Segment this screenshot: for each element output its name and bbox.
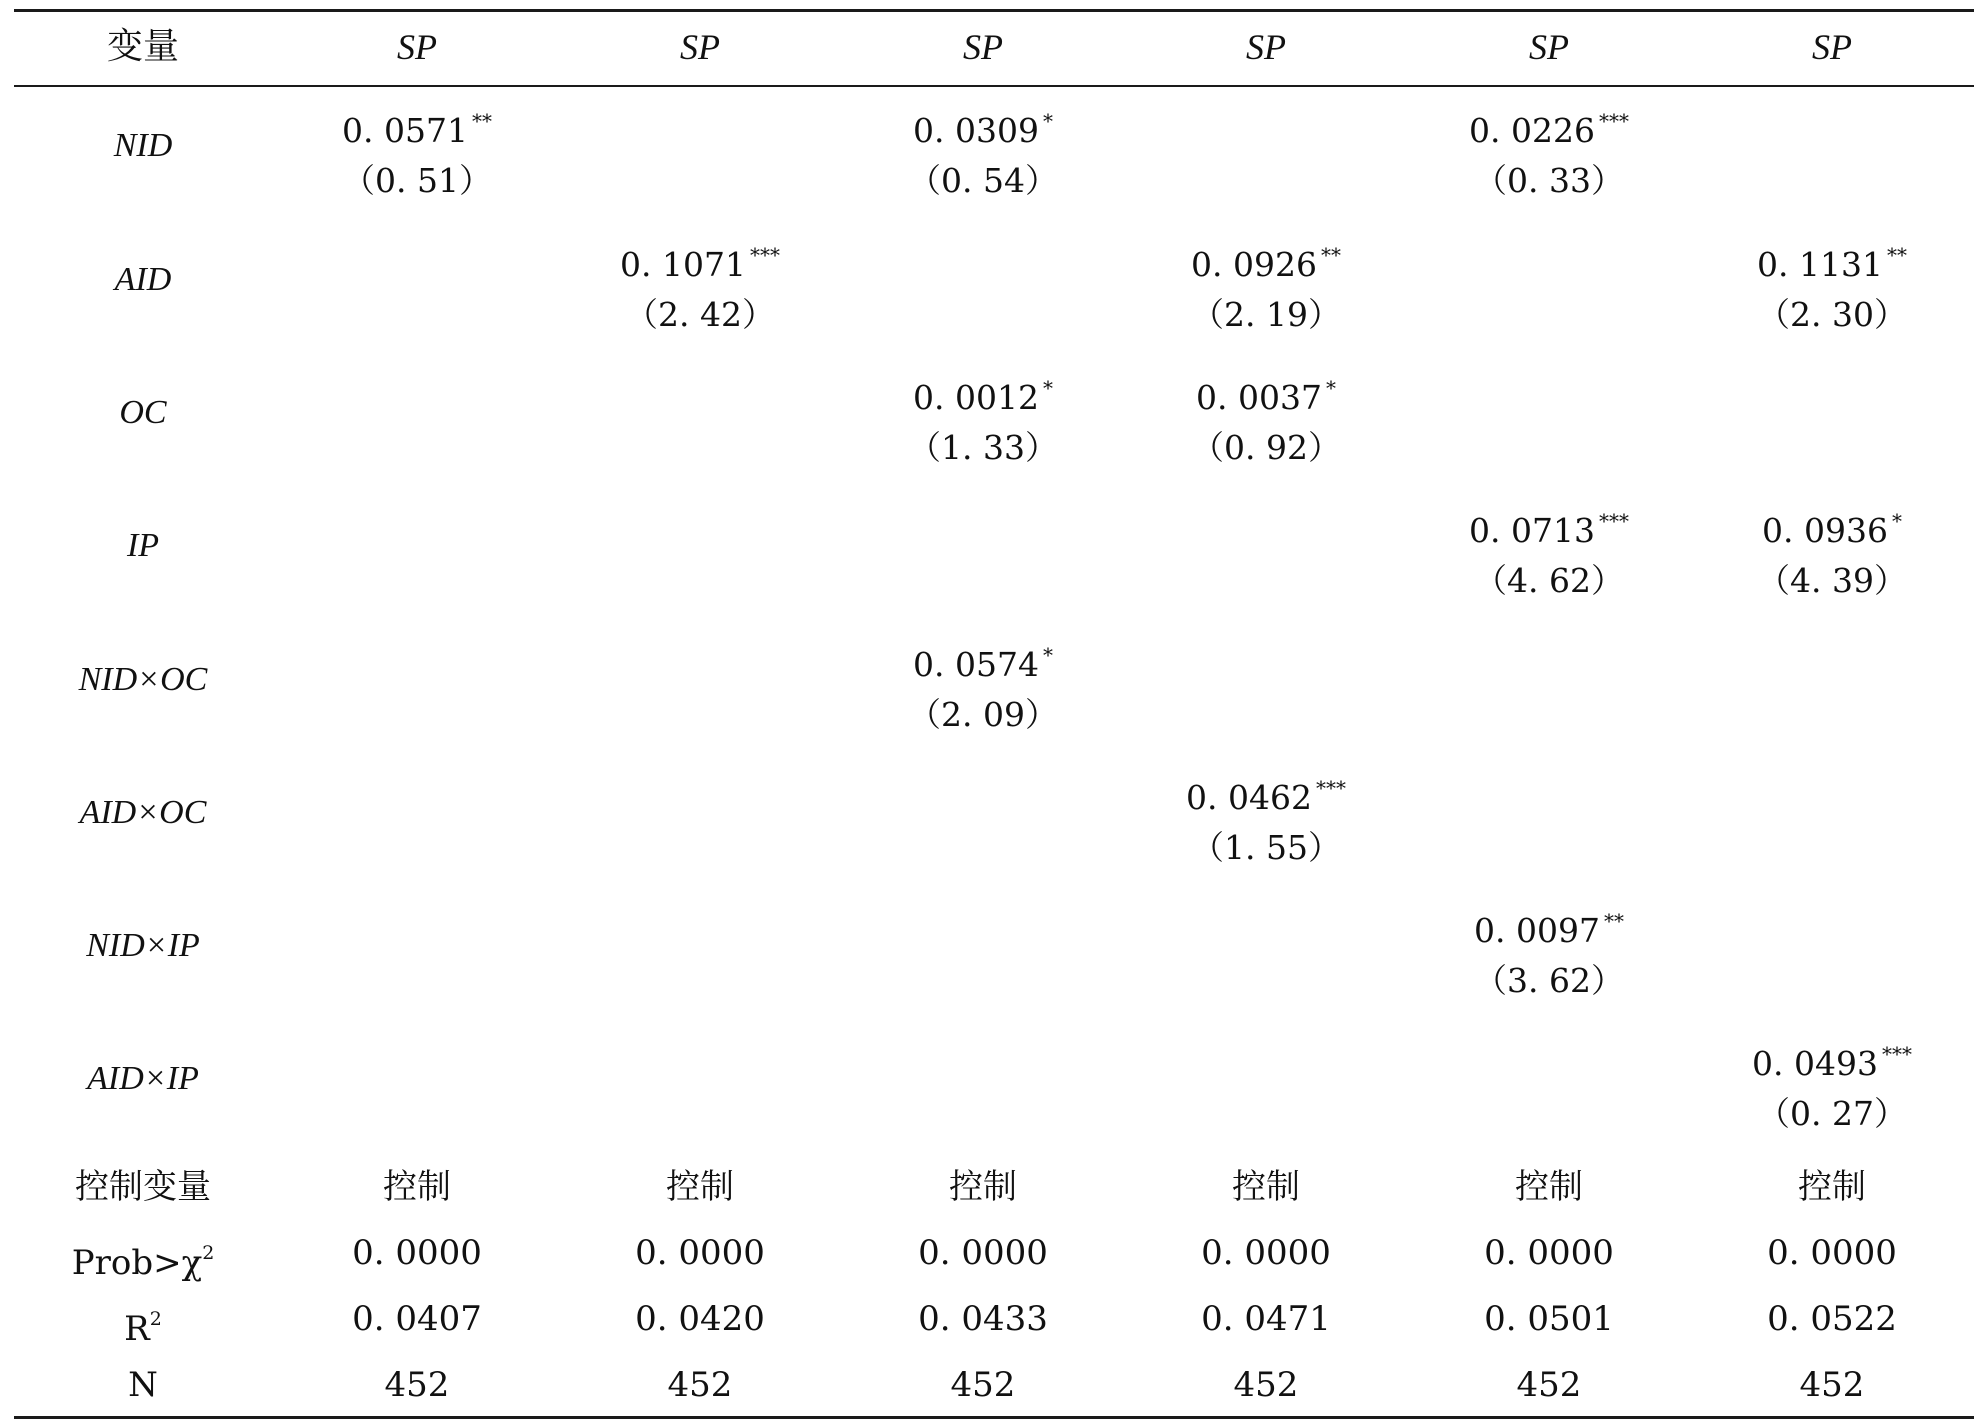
prob-value-6: [1702, 1228, 1962, 1278]
coefficient-value: 0. 0493: [1752, 1044, 1878, 1083]
header-column-text: SP: [1246, 27, 1286, 67]
coefficient-value: 0. 0012: [913, 378, 1039, 417]
coefficient-value: 0. 1071: [620, 245, 746, 284]
row-label-6: [13, 921, 273, 971]
coef-cell-1-1: [570, 230, 830, 340]
t-statistic: （4. 39）: [1757, 561, 1907, 600]
coefficient-line: [853, 630, 1113, 690]
t-statistic: （3. 62）: [1474, 961, 1624, 1000]
coefficient-value: 0. 0226: [1469, 111, 1595, 150]
coefficient-line: [853, 363, 1113, 423]
significance-marker: [1326, 376, 1336, 400]
significance-stars: *: [1325, 376, 1336, 400]
r2-value-5: [1419, 1294, 1679, 1344]
coefficient-line: [1702, 496, 1962, 556]
coefficient-value: 0. 0713: [1469, 511, 1595, 550]
coef-cell-3-4: [1419, 496, 1679, 606]
header-column-text: SP: [1812, 27, 1852, 67]
coefficient-line: [1419, 496, 1679, 556]
header-column-6: [1702, 22, 1962, 72]
controls-value-2: [570, 1162, 830, 1212]
controls-value-3: [853, 1162, 1113, 1212]
row-label-3: [13, 521, 273, 571]
prob-label: [72, 1243, 215, 1283]
row-label-text: AID×IP: [87, 1060, 199, 1097]
n-value-3: [853, 1360, 1113, 1410]
row-label-2: [13, 388, 273, 438]
coefficient-line: [1702, 1029, 1962, 1089]
coefficient-value: 0. 0309: [913, 111, 1039, 150]
coefficient-line: [1136, 230, 1396, 290]
prob-value-1: [287, 1228, 547, 1278]
coefficient-value: 0. 0936: [1762, 511, 1888, 550]
r2-value-text: 0. 0471: [1201, 1299, 1331, 1339]
coef-cell-0-2: [853, 96, 1113, 206]
coef-cell-2-2: [853, 363, 1113, 473]
r2-label: [124, 1309, 162, 1349]
significance-stars: **: [1603, 909, 1624, 933]
significance-stars: ***: [1881, 1042, 1912, 1066]
prob-value-text: 0. 0000: [635, 1233, 765, 1273]
row-label-0: [13, 121, 273, 171]
t-statistic: （0. 51）: [342, 161, 492, 200]
row-label-text: AID: [114, 261, 172, 298]
coefficient-line: [1136, 363, 1396, 423]
r2-value-3: [853, 1294, 1113, 1344]
significance-stars: **: [1886, 243, 1907, 267]
row-label-text: IP: [126, 527, 160, 564]
coefficient-line: [853, 96, 1113, 156]
coefficient-value: 0. 0926: [1191, 245, 1317, 284]
n-value-text: 452: [384, 1365, 450, 1405]
coefficient-value: 0. 1131: [1757, 245, 1883, 284]
coefficient-line: [1419, 96, 1679, 156]
coefficient-value: 0. 0097: [1474, 911, 1600, 950]
header-rule: [14, 85, 1974, 87]
header-column-text: SP: [397, 27, 437, 67]
significance-stars: ***: [1315, 776, 1346, 800]
row-label-1: [13, 255, 273, 305]
coefficient-value: 0. 0574: [913, 645, 1039, 684]
t-statistic: （0. 92）: [1191, 428, 1341, 467]
t-statistic: （0. 27）: [1757, 1094, 1907, 1133]
significance-stars: *: [1042, 643, 1053, 667]
coefficient-value: 0. 0571: [342, 111, 468, 150]
significance-marker: [1043, 109, 1053, 133]
top-rule: [14, 9, 1974, 12]
r2-value-1: [287, 1294, 547, 1344]
n-value-1: [287, 1360, 547, 1410]
significance-marker: [1882, 1042, 1912, 1066]
coef-cell-3-5: [1702, 496, 1962, 606]
coefficient-line: [1136, 763, 1396, 823]
r2-label-exponent: [150, 1308, 162, 1330]
significance-marker: [472, 109, 492, 133]
t-statistic: （4. 62）: [1474, 561, 1624, 600]
row-label-7: [13, 1054, 273, 1104]
coef-cell-1-3: [1136, 230, 1396, 340]
coef-cell-1-5: [1702, 230, 1962, 340]
n-value-6: [1702, 1360, 1962, 1410]
significance-stars: **: [1320, 243, 1341, 267]
row-label-4: [13, 655, 273, 705]
row-label-text: NID: [113, 127, 173, 164]
header-column-4: [1136, 22, 1396, 72]
r2-row-label: [13, 1294, 273, 1354]
controls-value-4: [1136, 1162, 1396, 1212]
significance-stars: *: [1042, 376, 1053, 400]
coef-cell-4-2: [853, 630, 1113, 740]
significance-marker: [1316, 776, 1346, 800]
controls-value-text: 控制: [666, 1167, 734, 1207]
significance-marker: [1599, 109, 1629, 133]
prob-label-base: Prob>χ: [71, 1243, 203, 1283]
prob-row-label: [13, 1228, 273, 1288]
significance-stars: ***: [1598, 509, 1629, 533]
coef-cell-6-4: [1419, 896, 1679, 1006]
row-label-text: NID×IP: [86, 927, 200, 964]
row-label-text: OC: [119, 394, 167, 431]
coef-cell-2-3: [1136, 363, 1396, 473]
header-variable-text: 变量: [106, 26, 179, 67]
controls-value-text: 控制: [949, 1167, 1017, 1207]
coefficient-value: 0. 0462: [1186, 778, 1312, 817]
significance-stars: ***: [749, 243, 780, 267]
significance-marker: [1043, 376, 1053, 400]
controls-row-label: [13, 1162, 273, 1212]
row-label-5: [13, 788, 273, 838]
n-value-text: 452: [1516, 1365, 1582, 1405]
r2-exponent-text: 2: [149, 1308, 162, 1330]
t-statistic: （2. 42）: [625, 295, 775, 334]
n-value-text: 452: [950, 1365, 1016, 1405]
significance-marker: [750, 243, 780, 267]
t-statistic: （2. 30）: [1757, 295, 1907, 334]
header-column-text: SP: [1529, 27, 1569, 67]
significance-stars: **: [471, 109, 492, 133]
coef-cell-5-3: [1136, 763, 1396, 873]
controls-value-text: 控制: [1798, 1167, 1866, 1207]
prob-value-text: 0. 0000: [1484, 1233, 1614, 1273]
significance-marker: [1043, 643, 1053, 667]
significance-marker: [1321, 243, 1341, 267]
controls-value-6: [1702, 1162, 1962, 1212]
significance-marker: [1604, 909, 1624, 933]
coefficient-line: [570, 230, 830, 290]
n-value-4: [1136, 1360, 1396, 1410]
n-value-text: 452: [667, 1365, 733, 1405]
n-value-text: 452: [1799, 1365, 1865, 1405]
header-column-text: SP: [680, 27, 720, 67]
t-statistic: （2. 19）: [1191, 295, 1341, 334]
t-statistic: （1. 55）: [1191, 828, 1341, 867]
header-column-1: [287, 22, 547, 72]
n-label: N: [128, 1365, 158, 1405]
r2-value-text: 0. 0407: [352, 1299, 482, 1339]
controls-value-text: 控制: [1515, 1167, 1583, 1207]
header-column-3: [853, 22, 1113, 72]
prob-value-2: [570, 1228, 830, 1278]
prob-value-text: 0. 0000: [1767, 1233, 1897, 1273]
n-value-text: 452: [1233, 1365, 1299, 1405]
coef-cell-0-4: [1419, 96, 1679, 206]
prob-exponent-text: 2: [202, 1242, 215, 1264]
row-label-text: AID×OC: [79, 794, 207, 831]
prob-value-3: [853, 1228, 1113, 1278]
coefficient-line: [1702, 230, 1962, 290]
significance-marker: [1892, 509, 1902, 533]
significance-marker: [1599, 509, 1629, 533]
significance-stars: *: [1042, 109, 1053, 133]
t-statistic: （0. 33）: [1474, 161, 1624, 200]
controls-value-1: [287, 1162, 547, 1212]
prob-value-text: 0. 0000: [352, 1233, 482, 1273]
r2-value-4: [1136, 1294, 1396, 1344]
coef-cell-7-5: [1702, 1029, 1962, 1139]
t-statistic: （0. 54）: [908, 161, 1058, 200]
prob-label-exponent: [202, 1242, 214, 1264]
r2-value-6: [1702, 1294, 1962, 1344]
significance-marker: [1887, 243, 1907, 267]
significance-stars: ***: [1598, 109, 1629, 133]
coefficient-value: 0. 0037: [1196, 378, 1322, 417]
n-row-label: [13, 1360, 273, 1410]
r2-value-text: 0. 0433: [918, 1299, 1048, 1339]
coef-cell-0-0: [287, 96, 547, 206]
prob-value-text: 0. 0000: [918, 1233, 1048, 1273]
header-column-5: [1419, 22, 1679, 72]
r2-value-text: 0. 0420: [635, 1299, 765, 1339]
prob-value-5: [1419, 1228, 1679, 1278]
controls-value-5: [1419, 1162, 1679, 1212]
prob-value-4: [1136, 1228, 1396, 1278]
significance-stars: *: [1891, 509, 1902, 533]
coefficient-line: [287, 96, 547, 156]
r2-value-text: 0. 0501: [1484, 1299, 1614, 1339]
r2-value-text: 0. 0522: [1767, 1299, 1897, 1339]
controls-value-text: 控制: [1232, 1167, 1300, 1207]
r2-value-2: [570, 1294, 830, 1344]
header-column-2: [570, 22, 830, 72]
t-statistic: （2. 09）: [908, 695, 1058, 734]
r2-label-base: R: [124, 1309, 150, 1349]
prob-value-text: 0. 0000: [1201, 1233, 1331, 1273]
controls-label: 控制变量: [75, 1167, 211, 1207]
n-value-5: [1419, 1360, 1679, 1410]
n-value-2: [570, 1360, 830, 1410]
coefficient-line: [1419, 896, 1679, 956]
bottom-rule: [14, 1416, 1974, 1419]
header-variable-label: [13, 22, 273, 72]
header-column-text: SP: [963, 27, 1003, 67]
row-label-text: NID×OC: [78, 661, 208, 698]
t-statistic: （1. 33）: [908, 428, 1058, 467]
controls-value-text: 控制: [383, 1167, 451, 1207]
